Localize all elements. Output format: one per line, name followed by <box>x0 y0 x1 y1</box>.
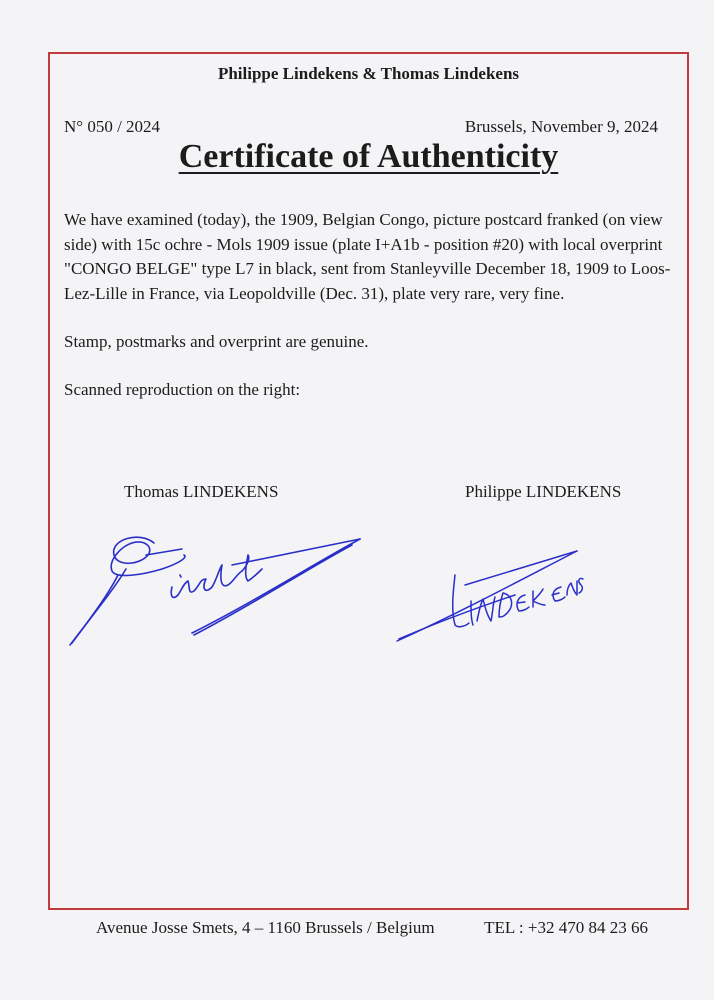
certificate-border-frame <box>48 52 689 910</box>
signature-philippe-lindekens <box>395 545 585 645</box>
certificate-number: N° 050 / 2024 <box>64 117 161 136</box>
signature-thomas-lindekens <box>62 525 372 665</box>
footer-address: Avenue Josse Smets, 4 – 1160 Brussels / Belgium <box>96 918 435 937</box>
scan-reference-note: Scanned reproduction on the right: <box>64 380 301 399</box>
genuine-statement: Stamp, postmarks and overprint are genuine. <box>64 332 369 351</box>
examination-paragraph: We have examined (today), the 1909, Belgian Congo, picture postcard franked (on view side) with 15c ochre - Mols 1909 issue (plate I+A1b - position #20) with local overprint "CONGO BELGE" type L7 in black, sent from Stanleyville December 18, 1909 to Loos-Lez-Lille in France, via Leopoldville (Dec. 31), plate very rare, very fine. <box>64 210 671 303</box>
signer-name-left: Thomas LINDEKENS <box>124 482 279 501</box>
signer-name-right: Philippe LINDEKENS <box>465 482 622 501</box>
place-and-date: Brussels, November 9, 2024 <box>464 117 658 136</box>
issuers-header: Philippe Lindekens & Thomas Lindekens <box>217 64 520 83</box>
footer-phone: TEL : +32 470 84 23 66 <box>484 918 648 937</box>
certificate-title: Certificate of Authenticity <box>178 138 559 175</box>
